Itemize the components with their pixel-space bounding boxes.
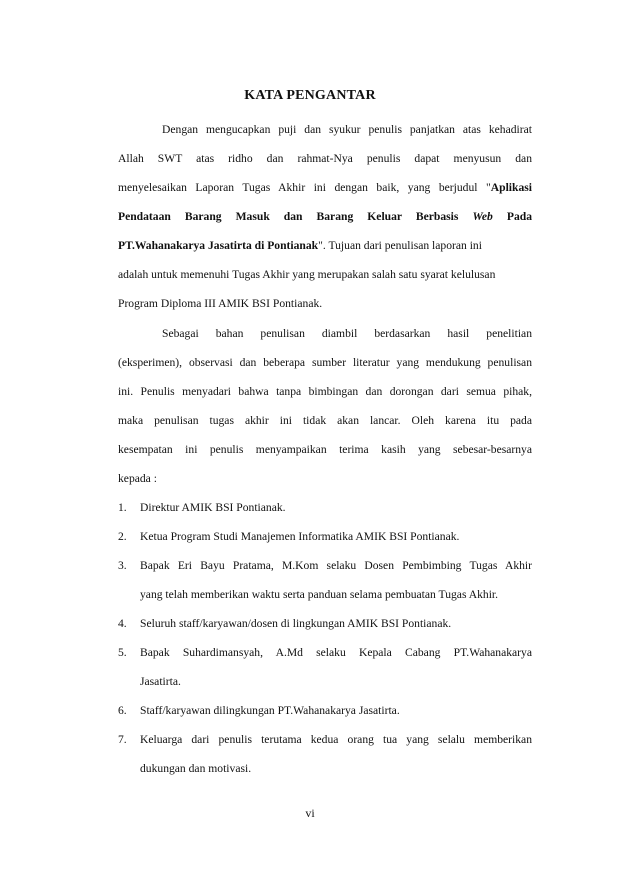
text-line: [118, 238, 532, 254]
text-line: ini. Penulis menyadari bahwa tanpa bimbingan dan dorongan dari semua pihak,: [118, 385, 532, 398]
list-number: 1.: [118, 501, 127, 514]
list-text: Ketua Program Studi Manajemen Informatika AMIK BSI Pontianak.: [140, 530, 460, 543]
web-italic: Web: [472, 210, 493, 223]
report-title-line: [118, 209, 532, 225]
list-number: 3.: [118, 559, 127, 572]
report-title-bold: Aplikasi: [490, 181, 532, 194]
text-line: kepada :: [118, 472, 157, 485]
text-segment: Pada: [492, 210, 532, 223]
page-title: KATA PENGANTAR: [244, 88, 376, 103]
list-number: 6.: [118, 704, 127, 717]
text-line: Dengan mengucapkan puji dan syukur penulis panjatkan atas kehadirat: [162, 123, 532, 136]
text-line: adalah untuk memenuhi Tugas Akhir yang merupakan salah satu syarat kelulusan: [118, 268, 496, 281]
list-number: 2.: [118, 530, 127, 543]
list-text: Direktur AMIK BSI Pontianak.: [140, 501, 286, 514]
text-segment: Pendataan Barang Masuk dan Barang Keluar Berbasis: [118, 210, 473, 223]
text-line: Sebagai bahan penulisan diambil berdasarkan hasil penelitian: [162, 327, 532, 340]
list-text: Jasatirta.: [140, 675, 181, 688]
list-number: 7.: [118, 733, 127, 746]
list-text: Keluarga dari penulis terutama kedua orang tua yang selalu memberikan: [140, 733, 532, 746]
text-line: (eksperimen), observasi dan beberapa sumber literatur yang mendukung penulisan: [118, 356, 532, 369]
list-text: Bapak Eri Bayu Pratama, M.Kom selaku Dosen Pembimbing Tugas Akhir: [140, 559, 532, 572]
text-line: maka penulisan tugas akhir ini tidak akan lancar. Oleh karena itu pada: [118, 414, 532, 427]
list-text: Staff/karyawan dilingkungan PT.Wahanakarya Jasatirta.: [140, 704, 400, 717]
list-text: Seluruh staff/karyawan/dosen di lingkungan AMIK BSI Pontianak.: [140, 617, 452, 630]
list-number: 5.: [118, 646, 127, 659]
text-line: [118, 180, 532, 196]
text-segment: menyelesaikan Laporan Tugas Akhir ini dengan baik, yang berjudul ": [118, 181, 491, 194]
text-segment: ". Tujuan dari penulisan laporan ini: [318, 239, 482, 252]
list-text: yang telah memberikan waktu serta panduan selama pembuatan Tugas Akhir.: [140, 588, 499, 601]
text-line: Allah SWT atas ridho dan rahmat-Nya penulis dapat menyusun dan: [118, 152, 532, 165]
list-text: dukungan dan motivasi.: [140, 762, 252, 775]
text-line: kesempatan ini penulis menyampaikan terima kasih yang sebesar-besarnya: [118, 443, 532, 456]
text-line: Program Diploma III AMIK BSI Pontianak.: [118, 297, 323, 310]
report-title-bold: PT.Wahanakarya Jasatirta di Pontianak: [118, 239, 319, 252]
list-text: Bapak Suhardimansyah, A.Md selaku Kepala Cabang PT.Wahanakarya: [140, 646, 532, 659]
list-number: 4.: [118, 617, 127, 630]
page-number: vi: [305, 806, 315, 820]
